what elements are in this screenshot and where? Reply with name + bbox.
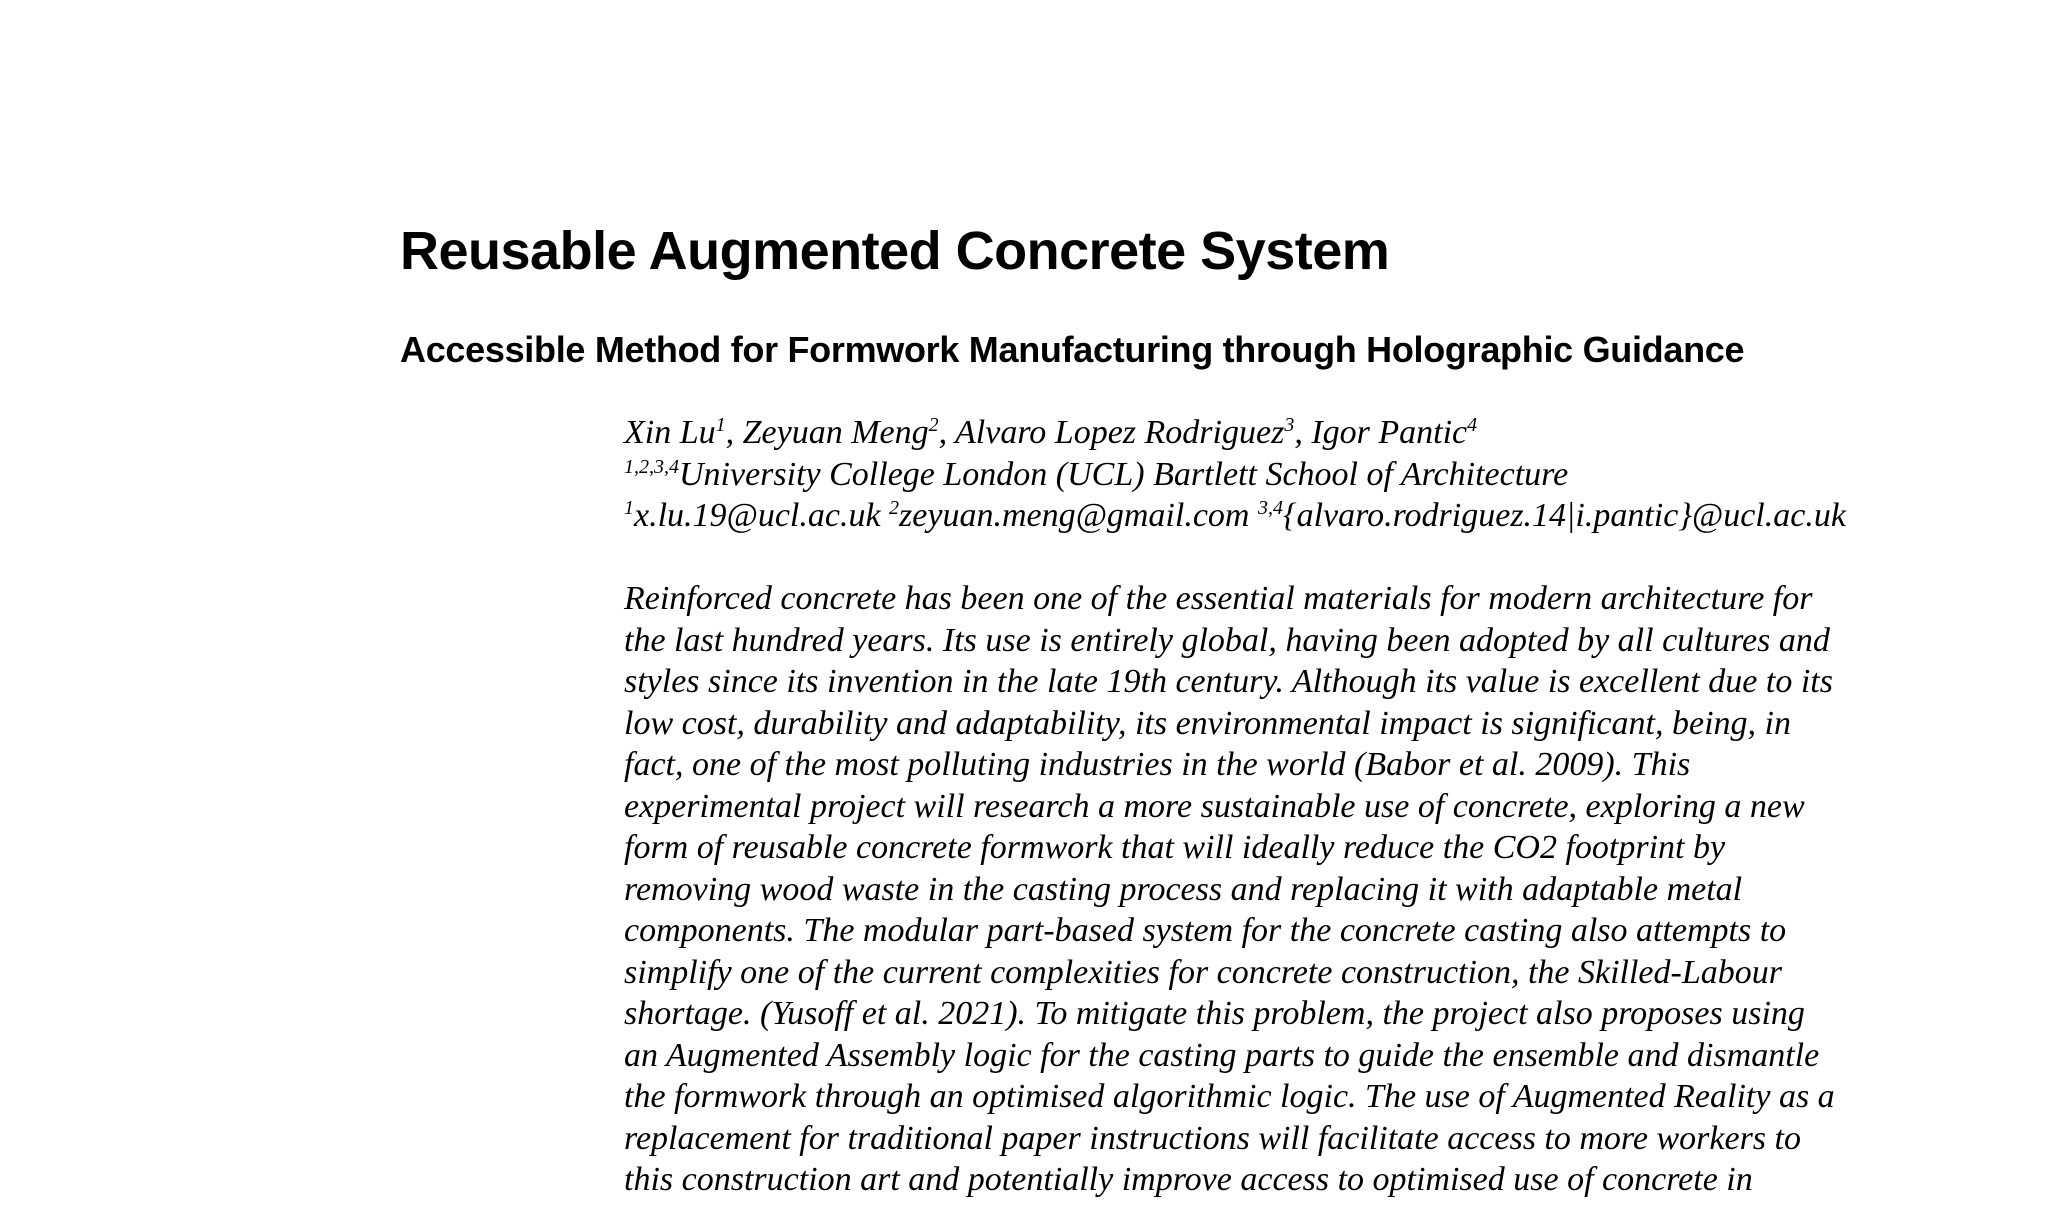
affiliation-superscript: 1,2,3,4: [624, 455, 679, 478]
author-list: [624, 412, 1846, 454]
author-superscript: 2: [928, 414, 939, 436]
email-address: {alvaro.rodriguez.14|i.pantic}@ucl.ac.uk: [1282, 497, 1846, 534]
email-address: x.lu.19@ucl.ac.uk: [634, 497, 890, 534]
affiliation-text: University College London (UCL) Bartlett School of Architecture: [679, 455, 1569, 493]
author-name: Xin Lu: [624, 414, 716, 451]
abstract-line: styles since its invention in the late 19th century. Although its value is excellent due to its: [624, 663, 1833, 700]
paper-subtitle: Accessible Method for Formwork Manufacturing through Holographic Guidance: [400, 329, 1745, 370]
abstract-line: the last hundred years. Its use is entirely global, having been adopted by all cultures and: [624, 621, 1830, 659]
author-name: Alvaro Lopez Rodriguez: [955, 414, 1285, 451]
author-separator: ,: [1294, 414, 1312, 451]
abstract-line: replacement for traditional paper instructions will facilitate access to more workers to: [624, 1119, 1801, 1157]
email-superscript: 2: [889, 497, 900, 519]
abstract-line: Reinforced concrete has been one of the essential materials for modern architecture for: [624, 580, 1813, 617]
author-name: Igor Pantic: [1311, 414, 1468, 451]
abstract-line: fact, one of the most polluting industries in the world (Babor et al. 2009). This: [624, 746, 1691, 783]
affiliation: [624, 454, 1846, 496]
author-name: Zeyuan Meng: [742, 414, 929, 451]
author-superscript: 4: [1467, 414, 1478, 436]
abstract-line: an Augmented Assembly logic for the casting parts to guide the ensemble and dismantle: [624, 1036, 1820, 1074]
author-superscript: 3: [1284, 414, 1295, 436]
author-separator: ,: [725, 414, 743, 451]
abstract-line: simplify one of the current complexities for concrete construction, the Skilled-Labour: [624, 953, 1782, 991]
abstract-line: removing wood waste in the casting process and replacing it with adaptable metal: [624, 870, 1743, 908]
abstract-line: components. The modular part-based system for the concrete casting also attempts to: [624, 912, 1787, 949]
author-separator: ,: [938, 414, 956, 451]
author-block: [624, 412, 1846, 537]
email-superscript: 1: [624, 497, 634, 519]
abstract-line: shortage. (Yusoff et al. 2021). To mitigate this problem, the project also proposes using: [624, 995, 1805, 1032]
abstract-line: experimental project will research a more sustainable use of concrete, exploring a new: [624, 787, 1805, 825]
abstract-line: the formwork through an optimised algorithmic logic. The use of Augmented Reality as a: [624, 1078, 1835, 1115]
abstract-line: form of reusable concrete formwork that will ideally reduce the CO2 footprint by: [624, 829, 1726, 866]
abstract-line: this construction art and potentially improve access to optimised use of concrete in: [624, 1161, 1753, 1198]
author-superscript: 1: [715, 414, 726, 436]
abstract-line: low cost, durability and adaptability, its environmental impact is significant, being, in: [624, 704, 1791, 742]
email-superscript: 3,4: [1257, 497, 1283, 519]
abstract: [624, 578, 1944, 1201]
email-address: zeyuan.meng@gmail.com: [899, 497, 1258, 534]
paper-title: Reusable Augmented Concrete System: [400, 221, 1390, 281]
email-list: [624, 495, 1846, 537]
